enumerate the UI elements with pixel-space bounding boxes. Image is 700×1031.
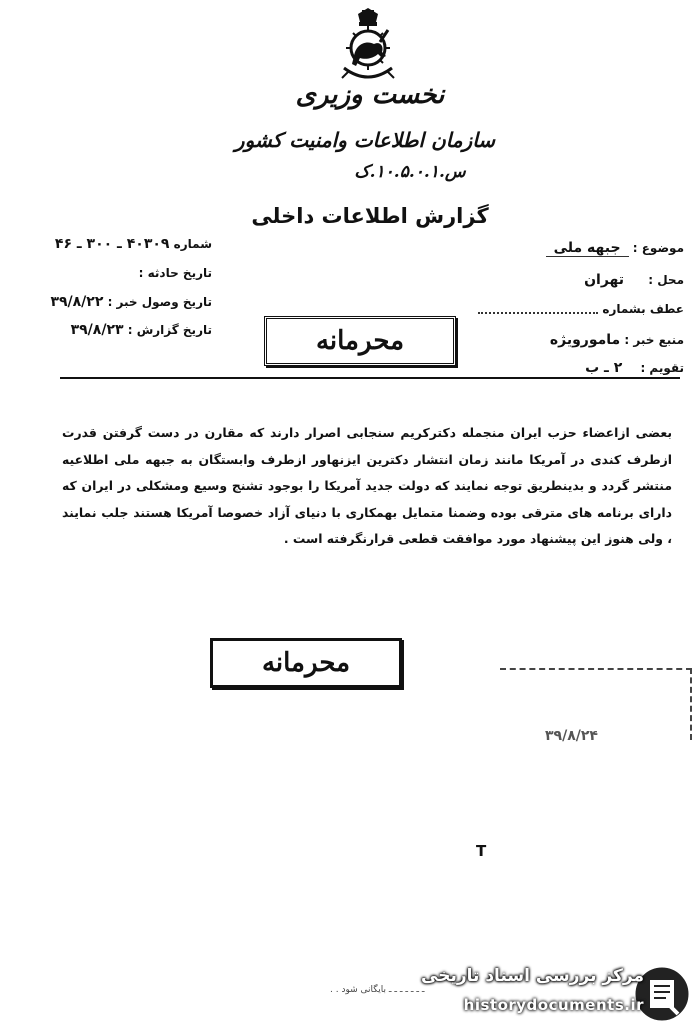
confidential-stamp-top: محرمانه xyxy=(264,316,456,366)
rating-label: تقویم : xyxy=(640,361,684,375)
subject-field xyxy=(472,240,684,257)
report-title: گزارش اطلاعات داخلی xyxy=(251,204,489,228)
report-date-field xyxy=(14,322,212,338)
source-label: منبع خبر : xyxy=(624,333,684,347)
org-name-prime-ministry: نخست وزیری xyxy=(295,80,445,110)
receipt-date-value: ۳۹/۸/۲۲ xyxy=(50,294,104,310)
rating-value: ۲ ـ ب xyxy=(585,360,623,376)
receipt-date-field xyxy=(14,294,212,310)
org-code: س.۱۰.۵.۰.۱.ک xyxy=(354,162,466,182)
lion-and-sun-emblem-icon xyxy=(336,8,400,82)
number-value: ۴۰۳۰۹ ـ ۳۰۰ ـ ۴۶ xyxy=(54,236,170,252)
org-name-savak: سازمان اطلاعات وامنیت کشور xyxy=(234,128,496,152)
place-field xyxy=(520,272,684,288)
subject-label: موضوع : xyxy=(632,241,684,255)
watermark-org-name: مرکز بررسی اسناد تاریخی xyxy=(421,966,644,986)
event-date-field xyxy=(100,266,212,280)
place-label: محل : xyxy=(648,273,684,287)
event-date-label: تاریخ حادثه : xyxy=(138,266,212,280)
source-value: مامورویژه xyxy=(549,332,621,348)
confidential-stamp-bottom: محرمانه xyxy=(210,638,402,688)
attach-label: عطف بشماره xyxy=(602,302,684,316)
receipt-date-label: تاریخ وصول خبر : xyxy=(107,295,212,309)
rating-field xyxy=(540,360,684,376)
header-divider xyxy=(60,377,680,379)
faint-reference-number: ۳۹/۸/۲۴ xyxy=(545,728,598,744)
report-date-label: تاریخ گزارش : xyxy=(127,323,212,337)
subject-value: جبهه ملی xyxy=(546,240,629,257)
number-field xyxy=(54,236,212,252)
attach-dotted-line xyxy=(478,306,598,314)
attach-field xyxy=(480,302,684,316)
t-mark: T xyxy=(476,842,487,860)
watermark-url: historydocuments.ir xyxy=(463,996,644,1014)
place-value: تهران xyxy=(584,272,625,288)
number-label: شماره xyxy=(173,237,212,251)
source-field xyxy=(500,332,684,348)
report-date-value: ۳۹/۸/۲۳ xyxy=(70,322,124,338)
bottom-archive-note: ـ ـ ـ ـ ـ ـ ـ بایگانی شود . . xyxy=(330,985,425,995)
report-body-text: بعضی ازاعضاء حزب ایران منجمله دکترکریم سنجابی اصرار دارند که مقارن در دست گرفتن قدرت ازطرف کندی در آمریکا مانند زمان انتشار دکترین ایزنهاور ازطرف وابستگان به جبهه ملی اطلاعیه منتشر گردد و بدینطریق توجه نمایند که دولت جدید آمریکا را بوجود تشنج وسیع ومشکلی در ایران که دارای برنامه های مترقی بوده وضمنا متمایل بهمکاری با دنیای آزاد خصوصا آمریکا هستند جلب نمایند ، ولی هنوز این پیشنهاد مورد موافقت قطعی قرارنگرفته است . xyxy=(62,425,672,546)
